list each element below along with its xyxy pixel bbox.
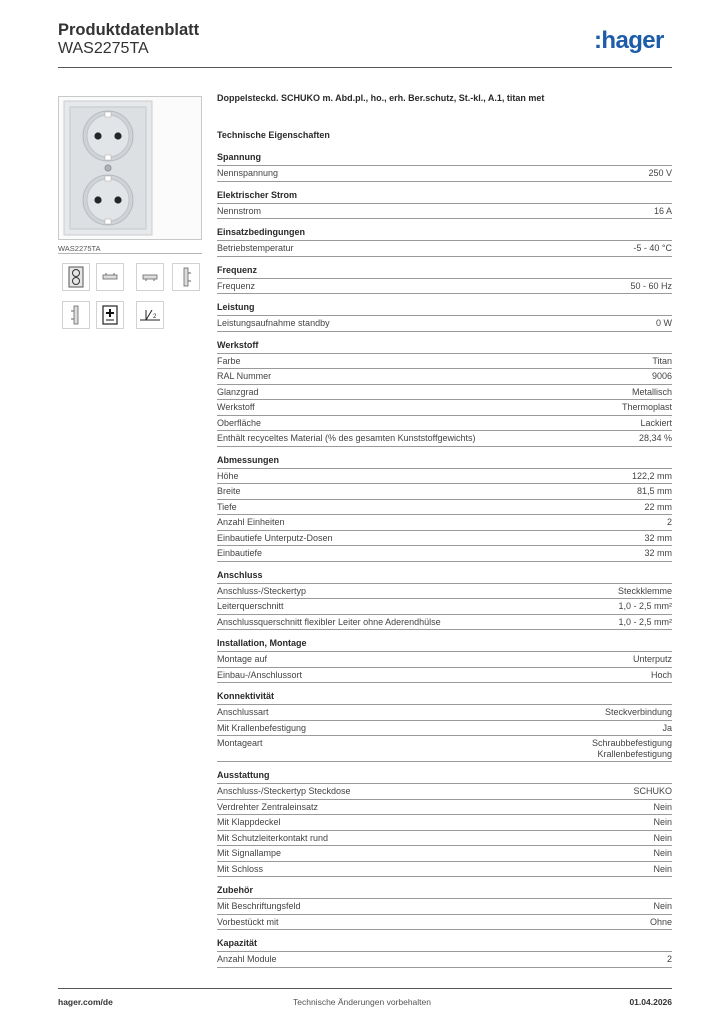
section-title: Elektrischer Strom xyxy=(217,190,672,204)
spec-row xyxy=(217,369,672,385)
section-title: Konnektivität xyxy=(217,691,672,705)
spec-row xyxy=(217,484,672,500)
spec-row xyxy=(217,846,672,862)
footer-website[interactable]: hager.com/de xyxy=(58,997,113,1007)
spec-value: Lackiert xyxy=(640,417,672,428)
spec-value: 250 V xyxy=(648,168,672,178)
spec-row xyxy=(217,899,672,915)
spec-row xyxy=(217,279,672,295)
socket-side-view-icon[interactable] xyxy=(172,263,200,291)
spec-label: Oberfläche xyxy=(217,417,262,428)
spec-row xyxy=(217,469,672,485)
spec-value: Schraubbefestigung Krallenbefestigung xyxy=(591,738,672,759)
spec-label: Mit Beschriftungsfeld xyxy=(217,901,301,911)
spec-value: Nein xyxy=(653,901,672,911)
spec-value: 122,2 mm xyxy=(631,470,672,481)
hager-logo: :hager xyxy=(594,27,664,54)
spec-section xyxy=(217,938,672,968)
spec-section xyxy=(217,340,672,447)
spec-value: 1,0 - 2,5 mm² xyxy=(618,616,672,627)
spec-section xyxy=(217,770,672,877)
spec-label: Vorbestückt mit xyxy=(217,916,279,927)
spec-value: 2 xyxy=(666,954,672,964)
product-image xyxy=(58,96,202,240)
section-title: Anschluss xyxy=(217,570,672,584)
spec-label: Enthält recyceltes Material (% des gesamten Kunststoffgewichts) xyxy=(217,433,476,443)
spec-value: 1,0 - 2,5 mm² xyxy=(618,601,672,611)
section-title: Frequenz xyxy=(217,265,672,279)
section-title: Zubehör xyxy=(217,885,672,899)
spec-value: 9006 xyxy=(651,371,672,381)
spec-value: Unterputz xyxy=(632,654,672,664)
spec-label: Anschlussquerschnitt flexibler Leiter ohne Aderendhülse xyxy=(217,616,441,627)
spec-value: 16 A xyxy=(653,205,672,216)
socket-bottom-view-icon[interactable] xyxy=(136,263,164,291)
spec-value: 50 - 60 Hz xyxy=(630,280,672,291)
spec-row xyxy=(217,831,672,847)
spec-row xyxy=(217,400,672,416)
spec-label: Nennspannung xyxy=(217,168,279,178)
spec-label: Frequenz xyxy=(217,280,256,291)
spec-row xyxy=(217,241,672,257)
spec-section xyxy=(217,455,672,562)
spec-value: Nein xyxy=(653,832,672,843)
spec-value: Nein xyxy=(653,817,672,827)
spec-row xyxy=(217,800,672,816)
spec-label: Einbautiefe Unterputz-Dosen xyxy=(217,532,333,543)
spec-row xyxy=(217,431,672,447)
section-title: Einsatzbedingungen xyxy=(217,227,672,241)
spec-label: Anschluss-/Steckertyp Steckdose xyxy=(217,786,351,796)
spec-section xyxy=(217,570,672,631)
page-title: Produktdatenblatt xyxy=(58,21,200,39)
spec-section xyxy=(217,152,672,182)
spec-row xyxy=(217,354,672,370)
spec-value: Ohne xyxy=(649,916,672,927)
spec-value: 32 mm xyxy=(644,532,672,543)
product-number: WAS2275TA xyxy=(58,40,149,57)
section-title: Werkstoff xyxy=(217,340,672,354)
spec-row xyxy=(217,862,672,878)
spec-row xyxy=(217,952,672,968)
spec-section xyxy=(217,302,672,332)
spec-label: Nennstrom xyxy=(217,205,262,216)
spec-row xyxy=(217,584,672,600)
spec-label: Verdrehter Zentraleinsatz xyxy=(217,801,319,812)
spec-value: Metallisch xyxy=(631,386,672,397)
spec-label: Anzahl Module xyxy=(217,954,277,964)
spec-row xyxy=(217,736,672,762)
spec-section xyxy=(217,227,672,257)
section-title: Installation, Montage xyxy=(217,638,672,652)
spec-row xyxy=(217,546,672,562)
spec-label: Mit Schloss xyxy=(217,863,264,874)
spec-row xyxy=(217,204,672,220)
spec-row xyxy=(217,515,672,531)
spec-sections xyxy=(217,152,672,968)
spec-row xyxy=(217,721,672,737)
spec-row xyxy=(217,705,672,721)
spec-row xyxy=(217,615,672,631)
section-title: Kapazität xyxy=(217,938,672,952)
spec-section xyxy=(217,265,672,295)
tech-properties-heading: Technische Eigenschaften xyxy=(217,130,330,140)
spec-label: Einbau-/Anschlussort xyxy=(217,669,303,680)
spec-row xyxy=(217,815,672,831)
double-socket-icon xyxy=(59,97,201,239)
spec-label: Montageart xyxy=(217,738,263,748)
spec-label: Betriebstemperatur xyxy=(217,243,294,253)
schematic-symbol-icon[interactable] xyxy=(136,301,164,329)
spec-section xyxy=(217,190,672,220)
spec-label: Leistungsaufnahme standby xyxy=(217,318,330,328)
spec-row xyxy=(217,385,672,401)
spec-content xyxy=(217,93,672,976)
spec-label: Leiterquerschnitt xyxy=(217,601,284,611)
spec-row xyxy=(217,599,672,615)
spec-row xyxy=(217,500,672,516)
section-title: Leistung xyxy=(217,302,672,316)
spec-row xyxy=(217,784,672,800)
socket-top-view-icon[interactable] xyxy=(96,263,124,291)
spec-label: RAL Nummer xyxy=(217,371,272,381)
footer-date: 01.04.2026 xyxy=(629,997,672,1007)
spec-value: Hoch xyxy=(650,669,672,680)
header-divider xyxy=(58,67,672,68)
socket-front-icon[interactable] xyxy=(62,263,90,291)
spec-row xyxy=(217,316,672,332)
product-image-caption: WAS2275TA xyxy=(58,244,101,253)
spec-label: Anschluss-/Steckertyp xyxy=(217,585,307,596)
spec-section xyxy=(217,691,672,762)
spec-label: Glanzgrad xyxy=(217,386,259,397)
spec-value: 2 xyxy=(666,517,672,527)
spec-label: Montage auf xyxy=(217,654,268,664)
spec-value: Ja xyxy=(662,722,672,733)
svg-text:2: 2 xyxy=(153,314,157,320)
spec-value: Nein xyxy=(653,801,672,812)
spec-label: Mit Klappdeckel xyxy=(217,817,281,827)
spec-value: Nein xyxy=(653,848,672,858)
spec-section xyxy=(217,638,672,683)
spec-value: Titan xyxy=(652,355,672,366)
spec-row xyxy=(217,915,672,931)
section-title: Abmessungen xyxy=(217,455,672,469)
spec-value: 32 mm xyxy=(644,548,672,558)
spec-row xyxy=(217,166,672,182)
spec-label: Werkstoff xyxy=(217,402,255,412)
spec-label: Breite xyxy=(217,486,241,496)
spec-section xyxy=(217,885,672,930)
spec-value: SCHUKO xyxy=(633,786,672,796)
product-description: Doppelsteckd. SCHUKO m. Abd.pl., ho., erh. Ber.schutz, St.-kl., A.1, titan met xyxy=(217,93,545,103)
plus-symbol-icon[interactable] xyxy=(96,301,124,329)
spec-value: Steckklemme xyxy=(617,585,672,596)
socket-side-profile-icon[interactable] xyxy=(62,301,90,329)
section-title: Ausstattung xyxy=(217,770,672,784)
spec-value: 28,34 % xyxy=(638,433,672,443)
spec-label: Mit Signallampe xyxy=(217,848,282,858)
spec-value: Steckverbindung xyxy=(604,707,672,717)
sidebar-divider xyxy=(58,253,202,254)
spec-value: 22 mm xyxy=(644,501,672,512)
spec-value: Nein xyxy=(653,863,672,874)
spec-row xyxy=(217,652,672,668)
spec-row xyxy=(217,531,672,547)
footer-divider xyxy=(58,988,672,989)
spec-row xyxy=(217,416,672,432)
section-title: Spannung xyxy=(217,152,672,166)
spec-row xyxy=(217,668,672,684)
spec-value: -5 - 40 °C xyxy=(633,243,672,253)
spec-value: 0 W xyxy=(655,318,672,328)
spec-label: Höhe xyxy=(217,470,239,481)
spec-label: Mit Krallenbefestigung xyxy=(217,722,307,733)
spec-label: Farbe xyxy=(217,355,241,366)
spec-value: Thermoplast xyxy=(621,402,672,412)
spec-label: Mit Schutzleiterkontakt rund xyxy=(217,832,329,843)
spec-label: Anschlussart xyxy=(217,707,269,717)
footer-disclaimer: Technische Änderungen vorbehalten xyxy=(293,997,431,1007)
spec-value: 81,5 mm xyxy=(636,486,672,496)
spec-label: Anzahl Einheiten xyxy=(217,517,285,527)
spec-label: Einbautiefe xyxy=(217,548,263,558)
spec-label: Tiefe xyxy=(217,501,237,512)
